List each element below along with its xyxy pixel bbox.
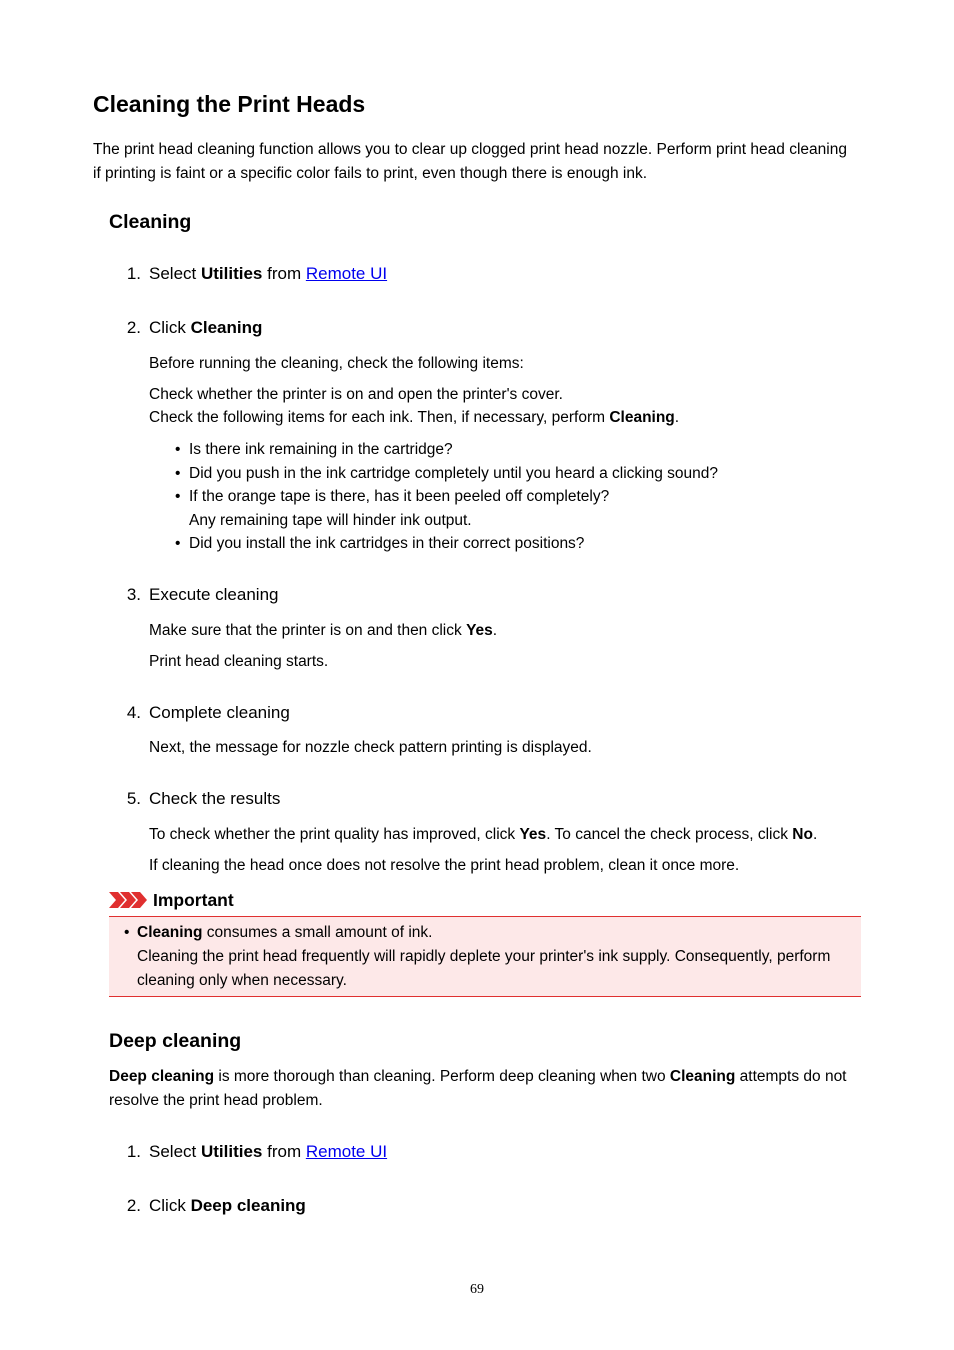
remote-ui-link[interactable]: Remote UI [305, 264, 388, 283]
cleaning-step-5 [117, 788, 280, 810]
step-number: 2. [126, 1196, 141, 1215]
step-text: from [262, 1142, 306, 1161]
check-list [175, 438, 718, 556]
check2-post: . [674, 409, 680, 426]
cleaning-step-2 [117, 317, 262, 339]
step-text: Select [149, 1142, 201, 1161]
deep-step-1 [117, 1141, 387, 1163]
step-bold: Cleaning [190, 318, 263, 337]
step-text: Click [149, 1196, 191, 1215]
step-text: Execute cleaning [149, 585, 279, 604]
important-text [137, 921, 859, 993]
intro-paragraph: The print head cleaning function allows you to clear up clogged print head nozzle. Perform print head cleaning if printing is faint or a specific color fails to print, even though there is enough ink. [93, 141, 847, 182]
important-line2: Cleaning the print head frequently will rapidly deplete your printer's ink supply. Consequently, perform cleaning only when necessary. [137, 948, 831, 989]
check2-text: Check the following items for each ink. Then, if necessary, perform [149, 409, 610, 426]
step2-check1: Check whether the printer is on and open the printer's cover. [149, 386, 563, 403]
step-number: 1. [126, 264, 141, 283]
step-text: Click [149, 318, 191, 337]
step-bold: Utilities [200, 264, 263, 283]
deep-intro [109, 1065, 859, 1113]
step-bold: Utilities [200, 1142, 263, 1161]
cleaning-step-4 [117, 702, 290, 724]
important-line1: consumes a small amount of ink. [202, 924, 433, 941]
list-item: • Did you install the ink cartridges in their correct positions? [175, 535, 585, 552]
list-item: • Did you push in the ink cartridge completely until you heard a clicking sound? [175, 464, 719, 482]
check2-bold: Cleaning [609, 409, 675, 426]
step-text: Select [149, 264, 201, 283]
step2-check2 [149, 406, 679, 429]
deep-intro-text: is more thorough than cleaning. Perform deep cleaning when two [214, 1068, 670, 1085]
page-title: Cleaning the Print Heads [93, 91, 366, 117]
important-bold: Cleaning [137, 924, 203, 941]
list-item: • Is there ink remaining in the cartridge? [175, 441, 453, 458]
section-heading-deep-cleaning: Deep cleaning [109, 1030, 242, 1052]
step3-post: . [492, 622, 498, 639]
page-number: 69 [470, 1282, 484, 1297]
list-item-note: Any remaining tape will hinder ink output. [189, 511, 472, 529]
yes-label: Yes [466, 622, 493, 639]
step-number: 1. [126, 1142, 141, 1161]
step3-text1 [149, 619, 497, 642]
important-box [109, 916, 861, 997]
step3-text: Make sure that the printer is on and then click [149, 622, 467, 639]
list-item-text: Did you push in the ink cartridge completely until you heard a clicking sound? [189, 464, 719, 482]
step-number: 2. [126, 318, 141, 337]
bullet: • [124, 924, 130, 941]
deep-intro-text: attempts do not resolve the print head problem. [109, 1068, 847, 1109]
step-number: 4. [126, 703, 141, 722]
step-text: Complete cleaning [149, 703, 290, 722]
deep-step-2 [117, 1195, 306, 1217]
no-label: No [792, 826, 813, 843]
list-item-text: If the orange tape is there, has it been peeled off completely? [189, 488, 610, 505]
step-text: Check the results [149, 789, 281, 808]
step-text: from [262, 264, 306, 283]
step-bold: Deep cleaning [190, 1196, 306, 1215]
important-header [109, 888, 234, 912]
step3-text2: Print head cleaning starts. [149, 653, 329, 670]
step5-post: . [812, 826, 818, 843]
important-label: Important [153, 890, 234, 910]
yes-label: Yes [519, 826, 547, 843]
important-chevrons-icon [109, 892, 147, 908]
deep-intro-bold: Cleaning [669, 1068, 736, 1085]
step2-before-text: Before running the cleaning, check the following items: [149, 355, 524, 372]
step5-text1 [149, 823, 817, 846]
list-item-text: Is there ink remaining in the cartridge? [189, 441, 453, 458]
step4-text: Next, the message for nozzle check pattern printing is displayed. [149, 739, 592, 756]
step5-text: . To cancel the check process, click [546, 826, 793, 843]
cleaning-step-1 [117, 263, 387, 285]
step-number: 5. [126, 789, 141, 808]
list-item: • If the orange tape is there, has it been peeled off completely? Any remaining tape will hinder ink output. [175, 488, 610, 529]
remote-ui-link[interactable]: Remote UI [305, 1142, 388, 1161]
section-heading-cleaning: Cleaning [109, 211, 192, 233]
deep-intro-bold: Deep cleaning [109, 1068, 215, 1085]
list-item-text: Did you install the ink cartridges in their correct positions? [189, 535, 585, 552]
step5-text2: If cleaning the head once does not resolve the print head problem, clean it once more. [149, 857, 740, 874]
step5-text: To check whether the print quality has improved, click [149, 826, 520, 843]
step-number: 3. [126, 585, 141, 604]
cleaning-step-3 [117, 584, 278, 606]
